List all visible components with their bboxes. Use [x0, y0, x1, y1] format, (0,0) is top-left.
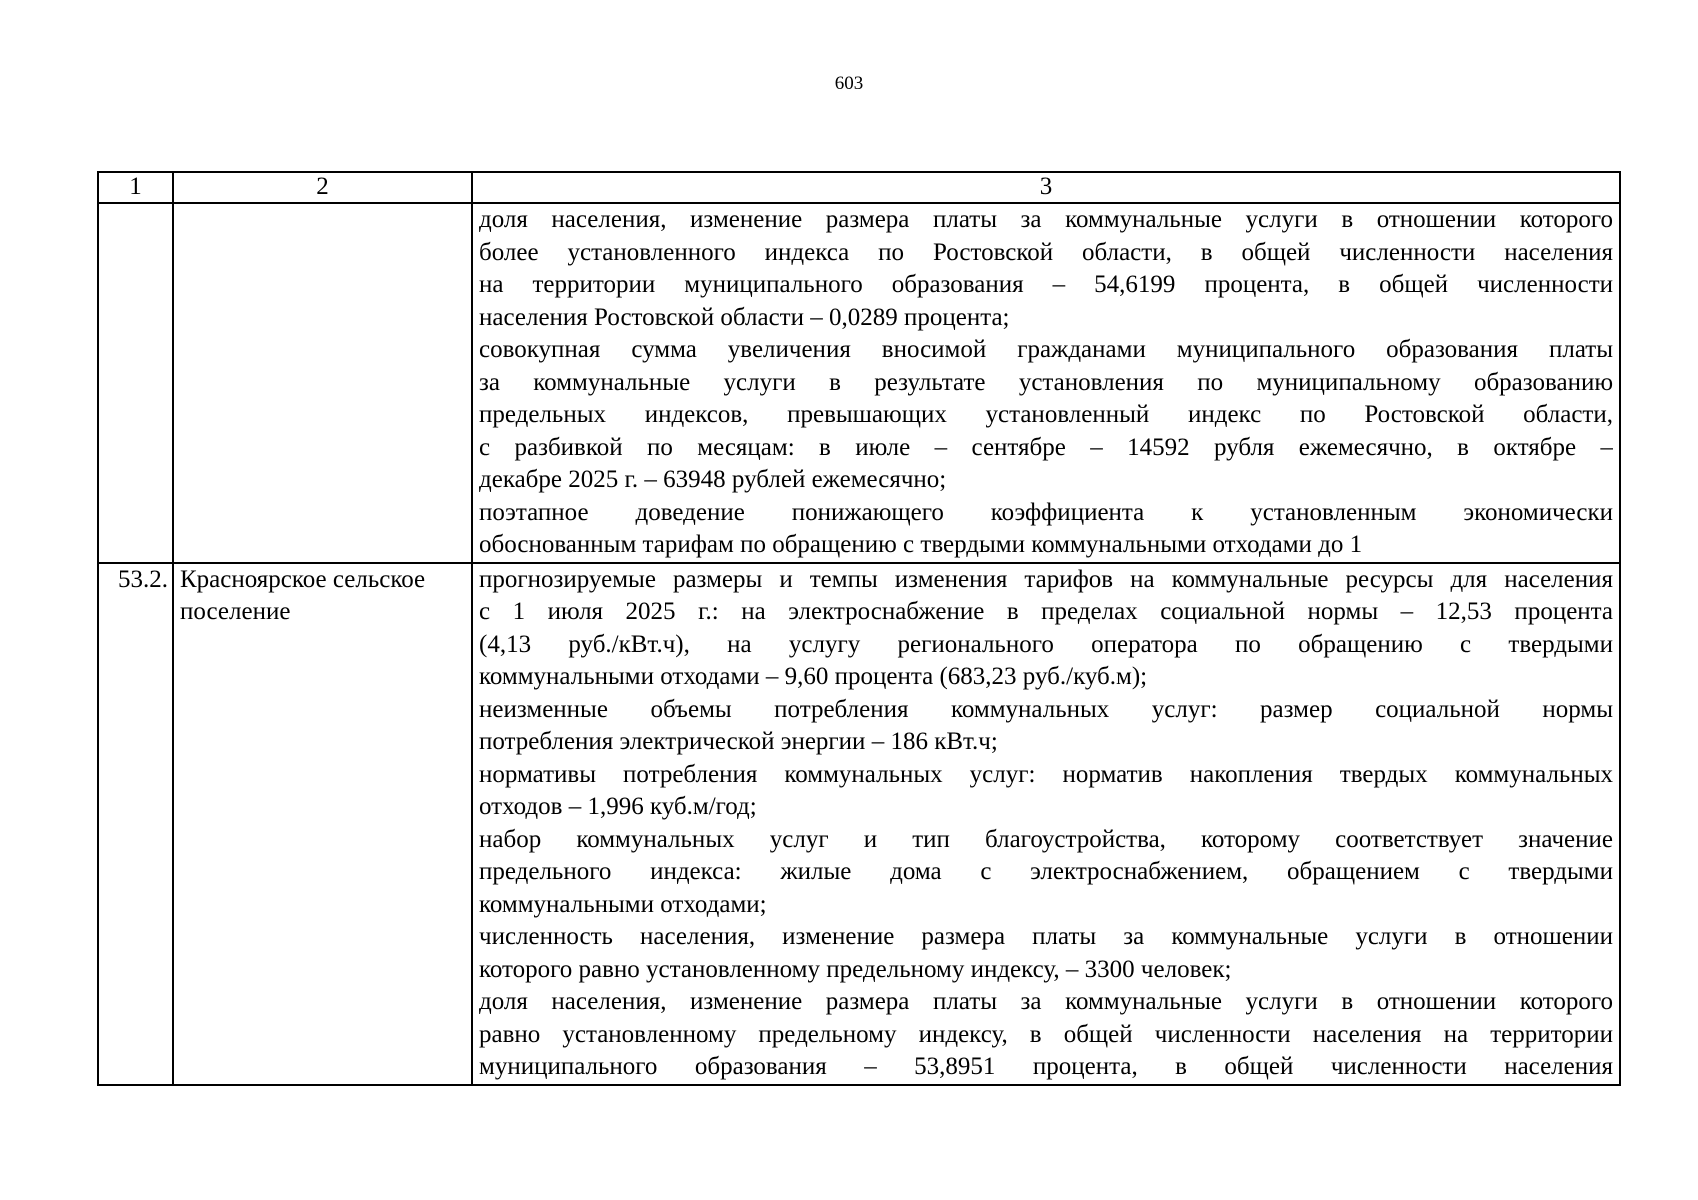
text-line: более установленного индекса по Ростовской области, в общей численности населения	[479, 238, 1613, 266]
row-content	[473, 204, 1619, 562]
text-line: набор коммунальных услуг и тип благоустройства, которому соответствует значение	[479, 825, 1613, 853]
row-content-cell	[472, 563, 1620, 1085]
text-line: на территории муниципального образования – 54,6199 процента, в общей численности	[479, 271, 1613, 298]
row-name-cell	[173, 203, 472, 563]
text-line: обоснованным тарифам по обращению с твердыми коммунальными отходами до 1	[479, 531, 1363, 558]
text-line: поэтапное доведение понижающего коэффициента к установленным экономически	[479, 498, 1613, 526]
text-line: (4,13 руб./кВт.ч), на услугу регионального оператора по обращению с твердыми	[479, 630, 1613, 658]
text-line: доля населения, изменение размера платы за коммунальные услуги в отношении которого	[479, 206, 1613, 233]
row-name	[174, 564, 471, 629]
text-line: предельных индексов, превышающих установленный индекс по Ростовской области,	[479, 401, 1613, 428]
text-line: муниципального образования – 53,8951 процента, в общей численности населения	[479, 1053, 1613, 1080]
text-line: доля населения, изменение размера платы за коммунальные услуги в отношении которого	[479, 988, 1613, 1015]
table-row	[98, 203, 1620, 563]
text-line: за коммунальные услуги в результате установления по муниципальному образованию	[479, 368, 1613, 396]
text-line: численность населения, изменение размера платы за коммунальные услуги в отношении	[479, 923, 1613, 950]
text-line: потребления электрической энергии – 186 кВт.ч;	[479, 728, 998, 755]
header-cell-3: 3	[472, 172, 1620, 203]
text-line: отходов – 1,996 куб.м/год;	[479, 793, 757, 820]
text-line: совокупная сумма увеличения вносимой гражданами муниципального образования платы	[479, 336, 1613, 363]
header-cell-2: 2	[173, 172, 472, 203]
row-content-cell	[472, 203, 1620, 563]
text-line: нормативы потребления коммунальных услуг: норматив накопления твердых коммунальных	[479, 760, 1613, 788]
data-table	[97, 171, 1621, 1086]
text-line: с 1 июля 2025 г.: на электроснабжение в пределах социальной нормы – 12,53 процента	[479, 598, 1613, 625]
row-content	[473, 564, 1619, 1084]
text-line: предельного индекса: жилые дома с электроснабжением, обращением с твердыми	[479, 858, 1613, 885]
name-line: Красноярское сельское	[180, 565, 426, 593]
text-line: прогнозируемые размеры и темпы изменения тарифов на коммунальные ресурсы для населения	[479, 565, 1613, 593]
row-number	[103, 204, 168, 237]
text-line: декабре 2025 г. – 63948 рублей ежемесячно;	[479, 466, 947, 493]
text-line: которого равно установленному предельному индексу, – 3300 человек;	[479, 955, 1232, 983]
row-number-cell	[98, 203, 173, 563]
row-number: 53.2.	[118, 565, 168, 593]
name-line: поселение	[180, 598, 291, 625]
text-line: коммунальными отходами;	[479, 890, 767, 918]
page-number: 603	[834, 73, 864, 94]
text-line: с разбивкой по месяцам: в июле – сентябре – 14592 рубля ежемесячно, в октябре –	[479, 433, 1613, 461]
text-line: коммунальными отходами – 9,60 процента (683,23 руб./куб.м);	[479, 663, 1148, 690]
text-line: населения Ростовской области – 0,0289 процента;	[479, 303, 1010, 331]
text-line: равно установленному предельному индексу, в общей численности населения на территории	[479, 1020, 1613, 1048]
header-cell-1: 1	[98, 172, 173, 203]
row-number-cell	[98, 563, 173, 1085]
text-line: неизменные объемы потребления коммунальных услуг: размер социальной нормы	[479, 695, 1613, 723]
table-header-row	[98, 172, 1620, 203]
row-name-cell	[173, 563, 472, 1085]
table-row	[98, 563, 1620, 1085]
